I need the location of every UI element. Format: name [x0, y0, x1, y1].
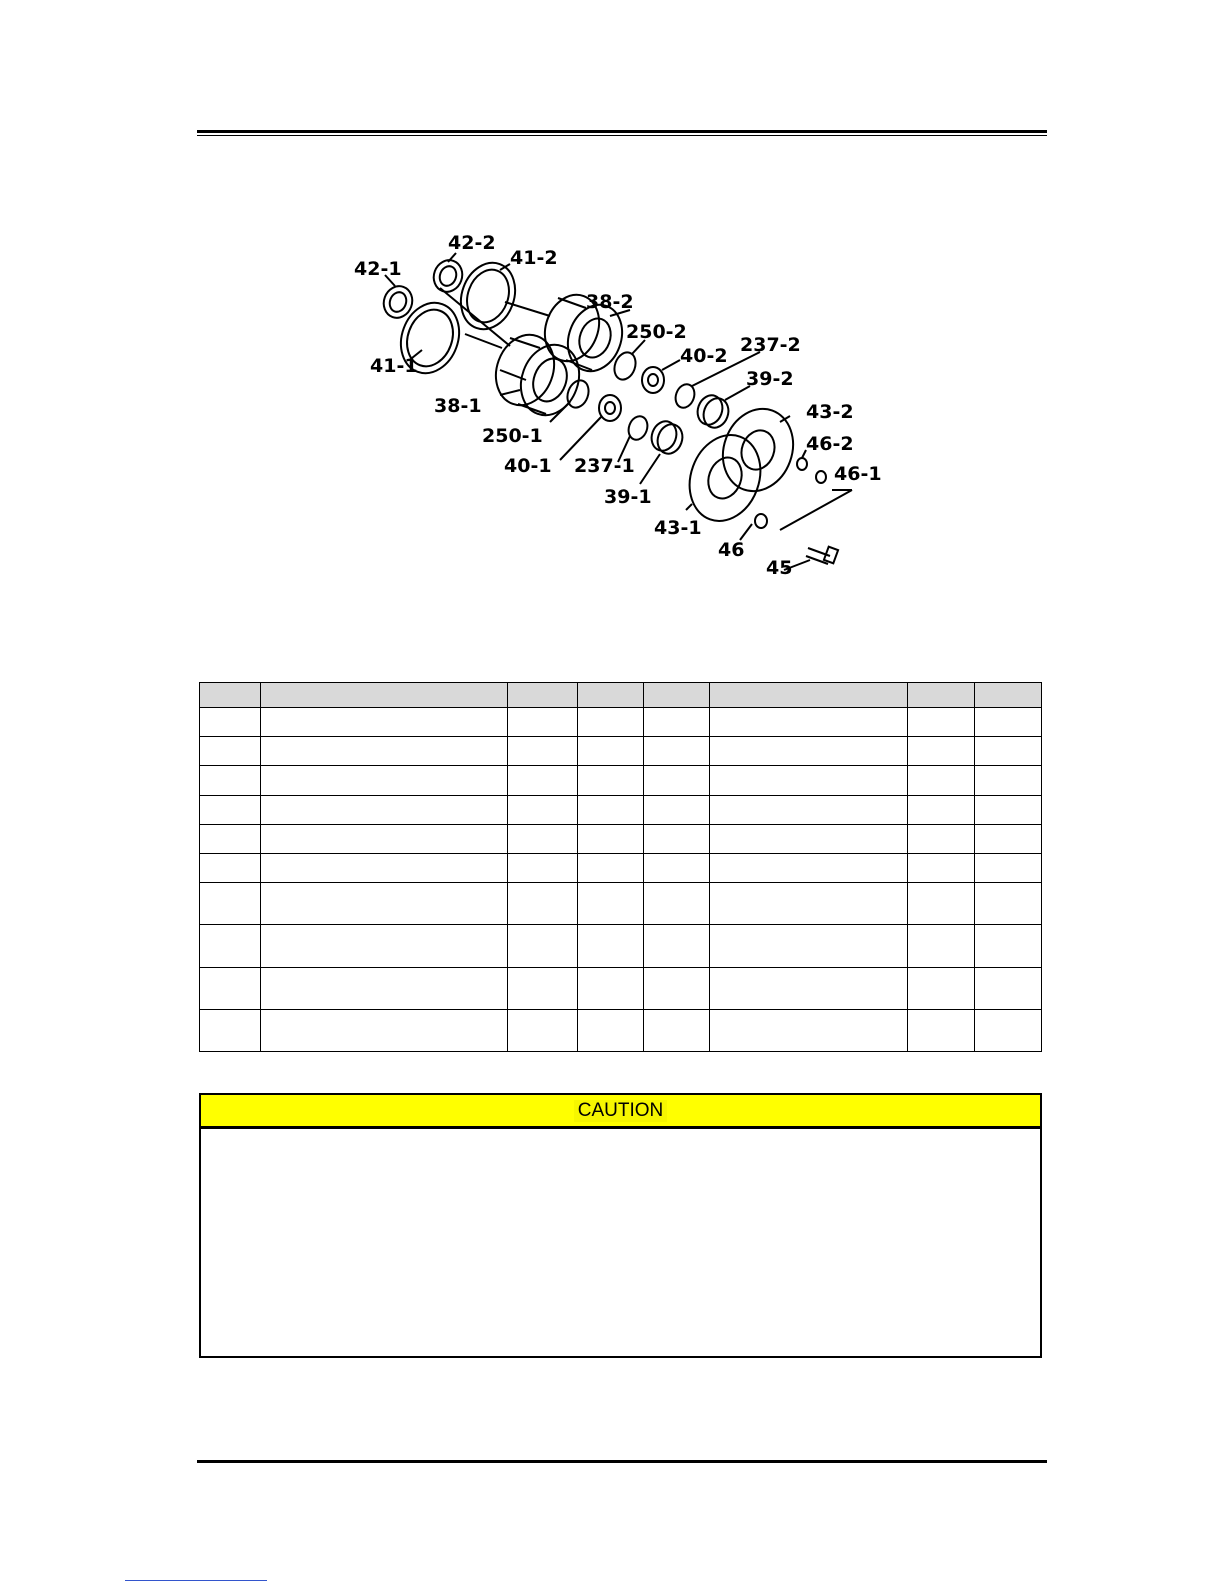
label-40-1: 40-1	[504, 455, 552, 477]
header-cell	[644, 683, 710, 708]
label-40-2: 40-2	[680, 345, 728, 367]
label-237-2: 237-2	[740, 334, 801, 356]
table-row	[200, 967, 1042, 1009]
nut-39-2	[694, 392, 727, 428]
bearing-38-1	[486, 327, 588, 424]
nut-39-1	[648, 418, 681, 454]
table-row	[200, 1009, 1042, 1051]
table-row	[200, 853, 1042, 882]
caution-header	[201, 1095, 1040, 1129]
table-row	[200, 766, 1042, 795]
label-42-1: 42-1	[354, 258, 402, 280]
header-cell	[908, 683, 975, 708]
label-250-2: 250-2	[626, 321, 687, 343]
label-45: 45	[766, 557, 793, 579]
label-38-1: 38-1	[434, 395, 482, 417]
label-41-2: 41-2	[510, 247, 558, 269]
table-row	[200, 824, 1042, 853]
seal-42-2	[429, 256, 466, 296]
label-46: 46	[718, 539, 745, 561]
label-250-1: 250-1	[482, 425, 543, 447]
header-cell	[261, 683, 508, 708]
footer-rule	[197, 1460, 1047, 1463]
label-42-2: 42-2	[448, 232, 496, 254]
table-row	[200, 925, 1042, 967]
caution-title: CAUTION	[574, 1100, 668, 1122]
bolt-45	[806, 547, 838, 564]
label-43-1: 43-1	[654, 517, 702, 539]
washer-46	[755, 514, 767, 528]
label-237-1: 237-1	[574, 455, 635, 477]
label-39-1: 39-1	[604, 486, 652, 508]
header-rule-thin	[197, 135, 1047, 136]
header-cell	[508, 683, 578, 708]
header-cell	[710, 683, 908, 708]
label-38-2: 38-2	[586, 291, 634, 313]
exploded-parts-diagram	[340, 220, 900, 590]
table-row	[200, 737, 1042, 766]
washer-46-2	[797, 458, 807, 470]
table-row	[200, 708, 1042, 737]
header-cell	[975, 683, 1042, 708]
label-46-1: 46-1	[834, 463, 882, 485]
caution-box	[199, 1093, 1042, 1358]
table-row	[200, 883, 1042, 925]
lock-washer-40-2	[642, 367, 664, 393]
label-46-2: 46-2	[806, 433, 854, 455]
parts-table	[199, 682, 1042, 1052]
header-cell	[578, 683, 644, 708]
label-43-2: 43-2	[806, 401, 854, 423]
label-39-2: 39-2	[746, 368, 794, 390]
washer-46-1	[816, 471, 826, 483]
header-rule	[197, 130, 1047, 133]
footer-link-underline[interactable]	[125, 1580, 267, 1581]
table-row	[200, 795, 1042, 824]
label-41-1: 41-1	[370, 355, 418, 377]
header-cell	[200, 683, 261, 708]
table-header-row	[200, 683, 1042, 708]
